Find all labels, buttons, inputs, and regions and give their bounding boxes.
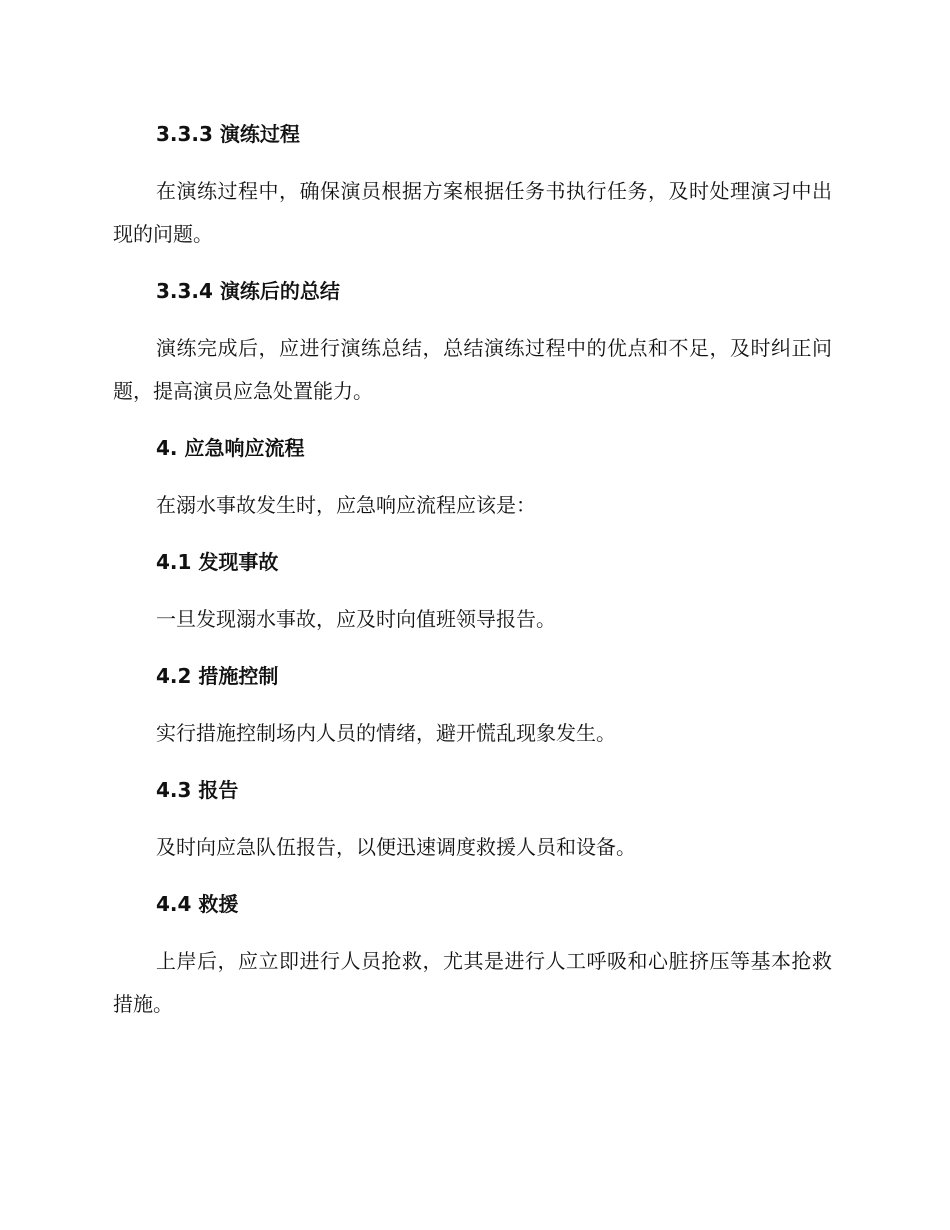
section-heading-4-3: 4.3 报告	[156, 778, 239, 802]
section-heading-4-1: 4.1 发现事故	[156, 550, 279, 574]
section-heading-4-4: 4.4 救援	[156, 892, 239, 916]
section-heading-3-3-3: 3.3.3 演练过程	[156, 122, 300, 146]
paragraph-drill-summary: 演练完成后，应进行演练总结，总结演练过程中的优点和不足，及时纠正问题，提高演员应急处置能力。	[113, 336, 832, 403]
paragraph-response-intro: 在溺水事故发生时，应急响应流程应该是：	[156, 493, 536, 517]
paragraph-discover-accident: 一旦发现溺水事故，应及时向值班领导报告。	[156, 607, 556, 631]
paragraph-rescue: 上岸后，应立即进行人员抢救，尤其是进行人工呼吸和心脏挤压等基本抢救措施。	[113, 949, 832, 1016]
section-heading-3-3-4: 3.3.4 演练后的总结	[156, 279, 340, 303]
section-heading-4: 4. 应急响应流程	[156, 436, 305, 460]
section-heading-4-2: 4.2 措施控制	[156, 664, 279, 688]
paragraph-control-measures: 实行措施控制场内人员的情绪，避开慌乱现象发生。	[156, 721, 616, 745]
paragraph-drill-process: 在演练过程中，确保演员根据方案根据任务书执行任务，及时处理演习中出现的问题。	[113, 179, 832, 246]
paragraph-report: 及时向应急队伍报告，以便迅速调度救援人员和设备。	[156, 835, 636, 859]
